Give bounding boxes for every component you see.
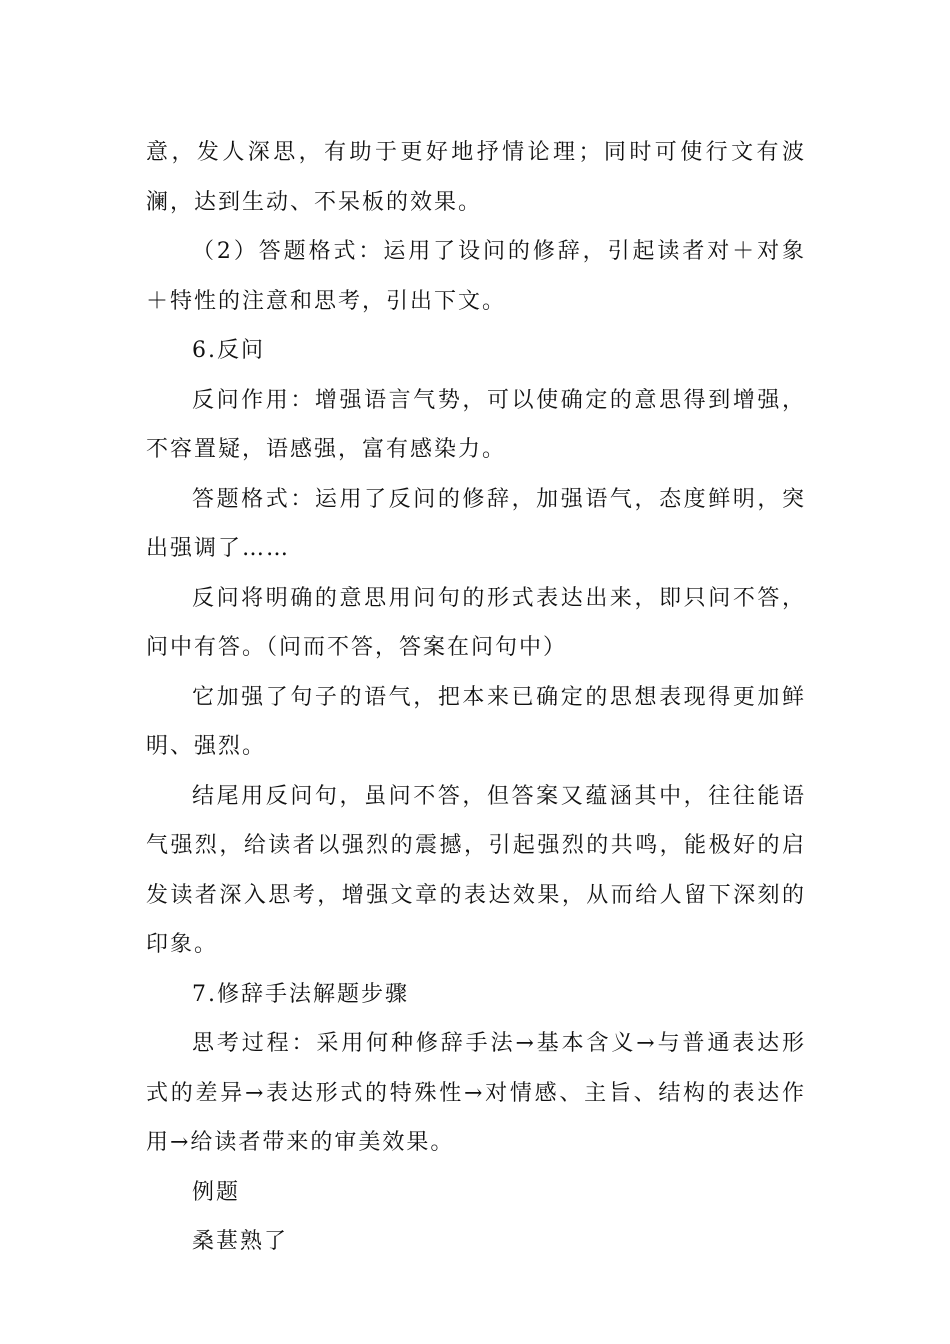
paragraph-continuation: 意，发人深思，有助于更好地抒情论理；同时可使行文有波澜，达到生动、不呆板的效果。 bbox=[146, 140, 806, 215]
section-heading-steps: 7.修辞手法解题步骤 bbox=[192, 981, 409, 1007]
section-heading-fanwen: 6.反问 bbox=[192, 338, 265, 363]
paragraph-fanwen-effect: 反问作用：增强语言气势，可以使确定的意思得到增强，不容置疑，语感强，富有感染力。 bbox=[146, 387, 806, 462]
example-heading: 例题 bbox=[192, 1179, 241, 1205]
paragraph-fanwen-answer-format: 答题格式：运用了反问的修辞，加强语气，态度鲜明，突出强调了…… bbox=[146, 486, 806, 561]
paragraph-fanwen-definition: 反问将明确的意思用问句的形式表达出来，即只问不答，问中有答。（问而不答，答案在问句中） bbox=[146, 585, 806, 660]
document-body bbox=[146, 128, 806, 1267]
paragraph-fanwen-ending: 结尾用反问句，虽问不答，但答案又蕴涵其中，往往能语气强烈，给读者以强烈的震撼，引起强烈的共鸣，能极好的启发读者深入思考，增强文章的表达效果，从而给人留下深刻的印象。 bbox=[146, 783, 806, 957]
paragraph-fanwen-tone: 它加强了句子的语气，把本来已确定的思想表现得更加鲜明、强烈。 bbox=[146, 684, 806, 759]
paragraph-thinking-process: 思考过程：采用何种修辞手法→基本含义→与普通表达形式的差异→表达形式的特殊性→对情感、主旨、结构的表达作用→给读者带来的审美效果。 bbox=[146, 1031, 806, 1155]
example-title: 桑葚熟了 bbox=[192, 1229, 289, 1254]
paragraph-answer-format-shewen: （2）答题格式：运用了设问的修辞，引起读者对＋对象＋特性的注意和思考，引出下文。 bbox=[146, 239, 806, 314]
